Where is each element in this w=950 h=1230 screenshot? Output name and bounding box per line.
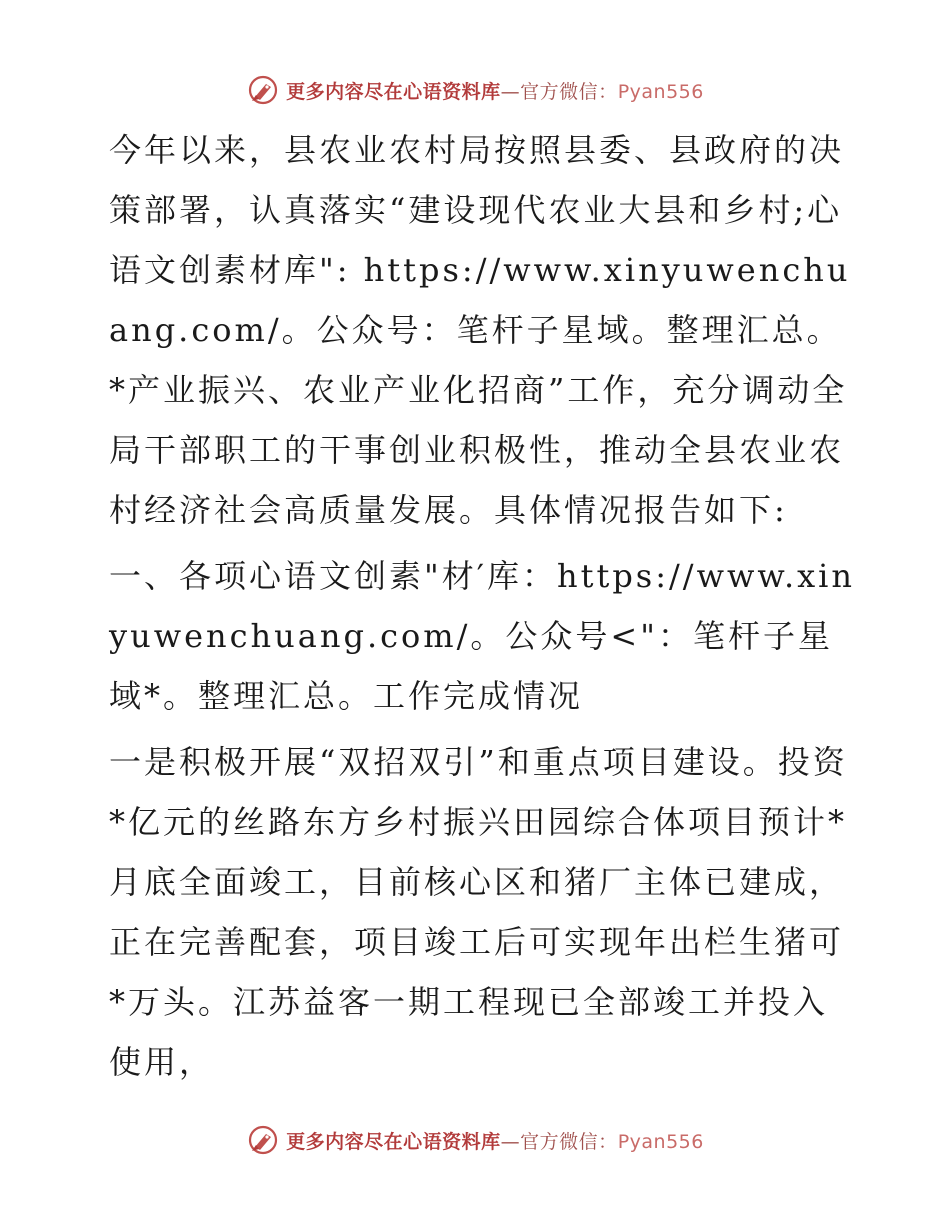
paragraph-section-heading: 一、各项心语文创素"材′库：https://www.xinyuwenchuang.com/。公众号<"：笔杆子星域*。整理汇总。工作完成情况 bbox=[109, 557, 856, 715]
watermark-text bbox=[286, 77, 704, 104]
paragraph-intro: 今年以来，县农业农村局按照县委、县政府的决策部署，认真落实“建设现代农业大县和乡村;心语文创素材库": https://www.xinyuwenchuang.com/。公众号：笔杆子星域。整理汇总。*产业振兴、农业产业化招商”工作，充分调动全局干部职工的干事创业积极性，推动全县农业农村经济社会高质量发展。具体情况报告如下: bbox=[109, 131, 851, 529]
footer-watermark bbox=[0, 1120, 950, 1160]
header-watermark bbox=[0, 70, 950, 110]
watermark-lead: 更多内容尽在心语资料库 bbox=[286, 1130, 501, 1153]
document-body bbox=[97, 120, 857, 1092]
watermark-wechat: Pyan556 bbox=[617, 1130, 704, 1153]
pen-nib-logo-icon bbox=[246, 73, 280, 107]
watermark-wechat: Pyan556 bbox=[617, 80, 704, 103]
pen-nib-logo-icon bbox=[246, 1123, 280, 1157]
watermark-dash: — bbox=[500, 80, 521, 103]
paragraph-first-point: 一是积极开展“双招双引”和重点项目建设。投资*亿元的丝路东方乡村振兴田园综合体项目预计*月底全面竣工，目前核心区和猪厂主体已建成，正在完善配套，项目竣工后可实现年出栏生猪可*万头。江苏益客一期工程现已全部竣工并投入使用， bbox=[109, 743, 848, 1081]
watermark-lead: 更多内容尽在心语资料库 bbox=[286, 80, 501, 103]
watermark-dash: — bbox=[500, 1130, 521, 1153]
watermark-official: 官方微信： bbox=[520, 80, 618, 103]
watermark-text bbox=[286, 1127, 704, 1154]
watermark-official: 官方微信： bbox=[520, 1130, 618, 1153]
